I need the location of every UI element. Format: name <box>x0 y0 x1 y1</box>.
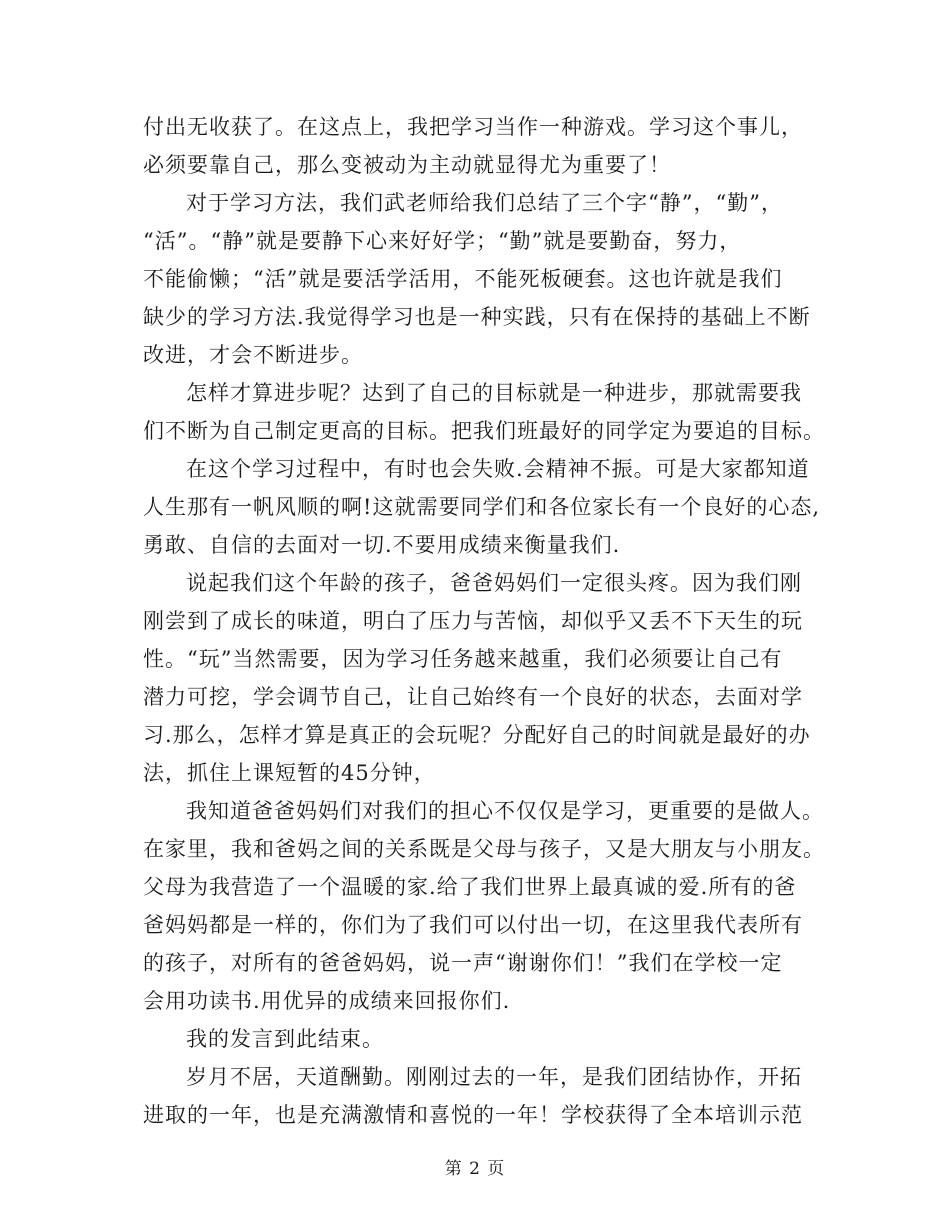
body-text-line: 对于学习方法，我们武老师给我们总结了三个字“静”，“勤”， <box>186 191 783 215</box>
body-text-line: 爸妈妈都是一样的，你们为了我们可以付出一切，在这里我代表所有 <box>143 913 803 937</box>
page-number: 第 2 页 <box>444 1159 506 1179</box>
body-text-line: 们不断为自己制定更高的目标。把我们班最好的同学定为要追的目标。 <box>143 419 825 443</box>
body-text-line: 我的发言到此结束。 <box>186 1027 384 1051</box>
body-text-line: 改进，才会不断进步。 <box>143 343 363 367</box>
body-text-line: 不能偷懒；“活”就是要活学活用，不能死板硬套。这也许就是我们 <box>143 267 783 291</box>
body-text-line: 潜力可挖，学会调节自己，让自己始终有一个良好的状态，去面对学 <box>143 685 803 709</box>
body-text-line: “活”。“静”就是要静下心来好好学；“勤”就是要勤奋，努力， <box>143 229 742 253</box>
body-text-line: 父母为我营造了一个温暖的家.给了我们世界上最真诚的爱.所有的爸 <box>143 875 797 899</box>
body-text-line: 刚尝到了成长的味道，明白了压力与苦恼，却似乎又丢不下天生的玩 <box>143 609 803 633</box>
body-text-line: 人生那有一帆风顺的啊!这就需要同学们和各位家长有一个良好的心态, <box>143 495 821 519</box>
body-text-line: 在家里，我和爸妈之间的关系既是父母与孩子，又是大朋友与小朋友。 <box>143 837 825 861</box>
body-text-line: 会用功读书.用优异的成绩来回报你们. <box>143 989 511 1013</box>
body-text-line: 的孩子，对所有的爸爸妈妈，说一声“谢谢你们！”我们在学校一定 <box>143 951 783 975</box>
body-text-line: 在这个学习过程中，有时也会失败.会精神不振。可是大家都知道 <box>186 457 810 481</box>
body-text-line: 我知道爸爸妈妈们对我们的担心不仅仅是学习，更重要的是做人。 <box>186 799 824 823</box>
body-text-line: 怎样才算进步呢？达到了自己的目标就是一种进步，那就需要我 <box>186 381 802 405</box>
body-text-line: 岁月不居，天道酬勤。刚刚过去的一年，是我们团结协作，开拓 <box>186 1065 802 1089</box>
body-text-line: 勇敢、自信的去面对一切.不要用成绩来衡量我们. <box>143 533 621 557</box>
body-text-line: 性。“玩”当然需要，因为学习任务越来越重，我们必须要让自己有 <box>143 647 783 671</box>
body-text-line: 缺少的学习方法.我觉得学习也是一种实践，只有在保持的基础上不断 <box>143 305 811 329</box>
body-text-line: 进取的一年，也是充满激情和喜悦的一年！学校获得了全本培训示范 <box>143 1103 803 1127</box>
body-text-line: 习.那么，怎样才算是真正的会玩呢？分配好自己的时间就是最好的办 <box>143 723 811 747</box>
body-text-line: 法，抓住上课短暂的45分钟， <box>143 761 436 785</box>
body-text-line: 说起我们这个年龄的孩子，爸爸妈妈们一定很头疼。因为我们刚 <box>186 571 802 595</box>
body-text-line: 付出无收获了。在这点上，我把学习当作一种游戏。学习这个事儿， <box>143 115 803 139</box>
body-text-line: 必须要靠自己，那么变被动为主动就显得尤为重要了！ <box>143 153 671 177</box>
